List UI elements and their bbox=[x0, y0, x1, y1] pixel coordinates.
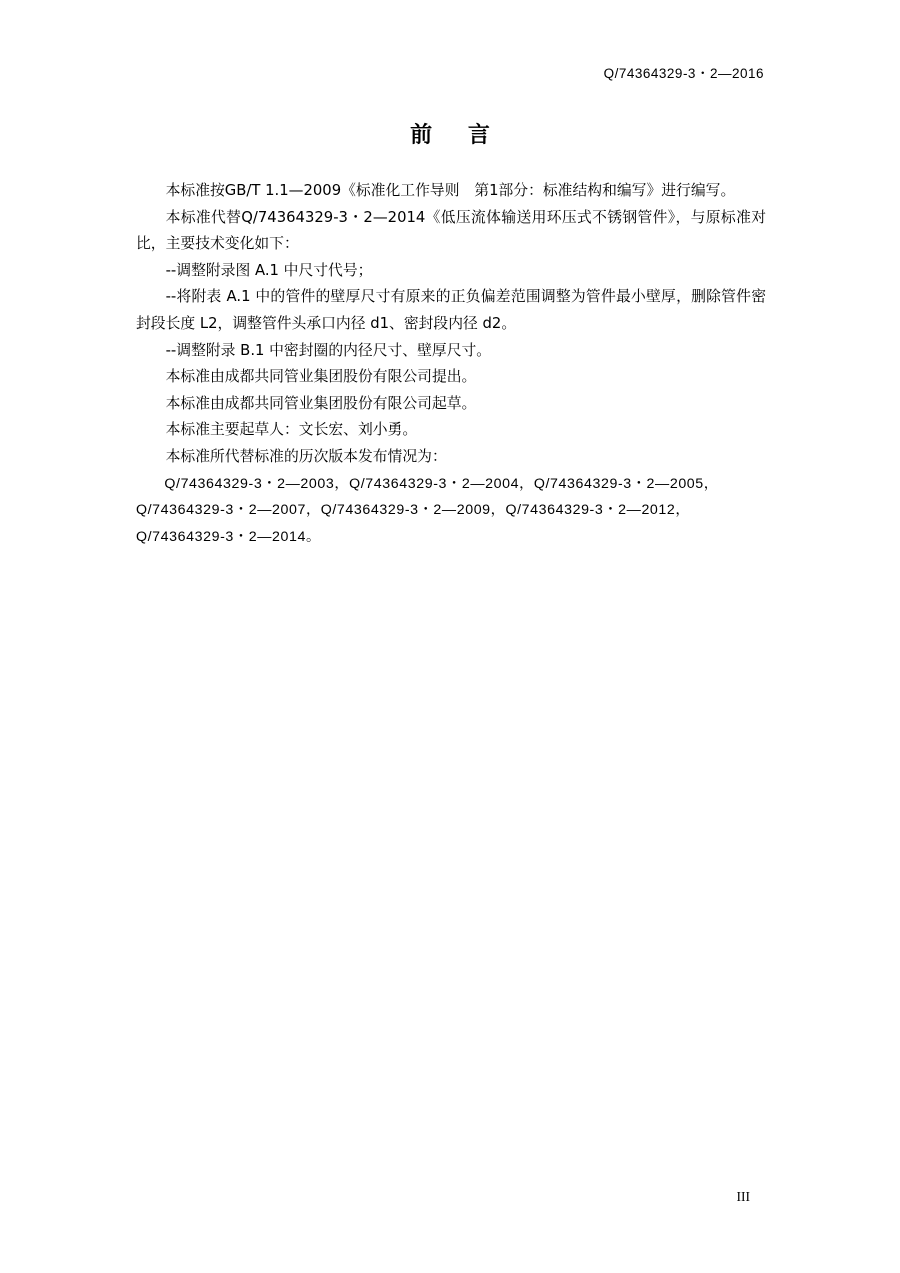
paragraph: 本标准按GB/T 1.1—2009《标准化工作导则 第1部分：标准结构和编写》进行编写。 bbox=[165, 182, 736, 199]
paragraph: 本标准由成都共同管业集团股份有限公司提出。 bbox=[165, 368, 477, 386]
header-standard-code: Q/74364329-3・2—2016 bbox=[603, 66, 764, 81]
version-history-line: Q/74364329-3・2—2014。 bbox=[136, 528, 321, 545]
paragraph: --调整附录 B.1 中密封圈的内径尺寸、壁厚尺寸。 bbox=[165, 341, 492, 359]
version-history-list bbox=[136, 471, 766, 551]
paragraph: 本标准所代替标准的历次版本发布情况为： bbox=[165, 447, 447, 465]
foreword-body bbox=[136, 178, 766, 550]
paragraph: --调整附录图 A.1 中尺寸代号； bbox=[165, 261, 373, 279]
page-number: III bbox=[736, 1189, 750, 1204]
paragraph: --将附表 A.1 中的管件的壁厚尺寸有原来的正负偏差范围调整为管件最小壁厚，删除管件密封段长度 L2，调整管件头承口内径 d1、密封段内径 d2。 bbox=[136, 288, 766, 332]
paragraph: 本标准代替Q/74364329-3・2—2014《低压流体输送用环压式不锈钢管件》，与原标准对比，主要技术变化如下： bbox=[136, 208, 766, 253]
paragraph: 本标准由成都共同管业集团股份有限公司起草。 bbox=[165, 394, 477, 412]
version-history-line: Q/74364329-3・2—2003，Q/74364329-3・2—2004，Q/74364329-3・2—2005， bbox=[164, 475, 719, 492]
version-history-line: Q/74364329-3・2—2007，Q/74364329-3・2—2009，Q/74364329-3・2—2012， bbox=[136, 502, 691, 519]
page-title: 前 言 bbox=[410, 123, 504, 148]
paragraph: 本标准主要起草人：文长宏、刘小勇。 bbox=[165, 421, 418, 439]
